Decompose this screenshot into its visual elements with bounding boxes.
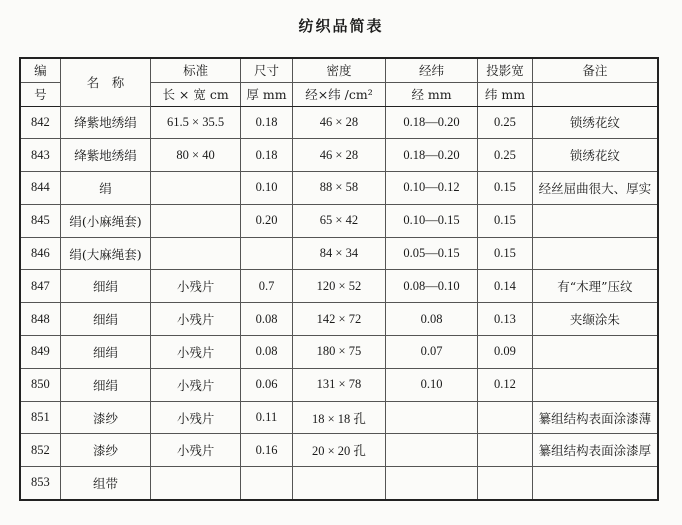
cell-note [532,467,658,500]
cell-density: 65 × 42 [293,204,386,237]
header-name: 名 称 [60,58,151,106]
cell-warp: 0.18—0.20 [385,139,478,172]
header-size: 尺寸 [240,58,292,82]
cell-thickness: 0.20 [240,204,292,237]
cell-weft [478,467,532,500]
cell-name: 绛紫地绣绢 [60,106,151,139]
cell-name: 漆纱 [60,401,151,434]
cell-name: 绢(大麻绳套) [60,237,151,270]
cell-density: 131 × 78 [293,368,386,401]
cell-standard: 小残片 [151,434,241,467]
cell-no: 843 [20,139,60,172]
cell-note [532,336,658,369]
header-standard: 标准 [151,58,241,82]
cell-density: 120 × 52 [293,270,386,303]
cell-warp: 0.08—0.10 [385,270,478,303]
cell-thickness: 0.7 [240,270,292,303]
cell-thickness [240,237,292,270]
cell-warp: 0.18—0.20 [385,106,478,139]
cell-warp: 0.05—0.15 [385,237,478,270]
table-row [20,106,658,139]
subheader-density: 经×纬 /cm² [293,82,386,106]
header-proj-width: 投影宽 [478,58,532,82]
cell-standard: 小残片 [151,401,241,434]
cell-standard: 小残片 [151,368,241,401]
cell-standard: 小残片 [151,270,241,303]
cell-thickness: 0.18 [240,139,292,172]
cell-warp: 0.10—0.15 [385,204,478,237]
cell-name: 绛紫地绣绢 [60,139,151,172]
cell-density: 88 × 58 [293,172,386,205]
cell-density: 46 × 28 [293,106,386,139]
cell-density: 142 × 72 [293,303,386,336]
subheader-standard: 长 × 宽 cm [151,82,241,106]
textile-table [19,57,659,501]
cell-density: 180 × 75 [293,336,386,369]
header-no-bottom: 号 [20,82,60,106]
table-row [20,368,658,401]
cell-warp: 0.07 [385,336,478,369]
cell-weft: 0.14 [478,270,532,303]
cell-weft: 0.15 [478,172,532,205]
header-row-1 [20,58,658,82]
cell-weft: 0.12 [478,368,532,401]
cell-name: 绢 [60,172,151,205]
cell-thickness: 0.10 [240,172,292,205]
table-row [20,434,658,467]
header-density: 密度 [293,58,386,82]
cell-note [532,368,658,401]
cell-weft [478,434,532,467]
cell-note: 锁绣花纹 [532,139,658,172]
cell-note [532,237,658,270]
page-title: 纺织品简表 [298,17,384,35]
cell-density: 20 × 20 孔 [293,434,386,467]
cell-warp: 0.10 [385,368,478,401]
cell-warp [385,467,478,500]
table-row [20,401,658,434]
cell-name: 细绢 [60,336,151,369]
cell-density [293,467,386,500]
cell-weft: 0.25 [478,139,532,172]
cell-no: 844 [20,172,60,205]
cell-density: 18 × 18 孔 [293,401,386,434]
cell-thickness: 0.18 [240,106,292,139]
cell-weft [478,401,532,434]
subheader-size: 厚 mm [240,82,292,106]
cell-name: 漆纱 [60,434,151,467]
cell-standard: 小残片 [151,336,241,369]
table-row [20,204,658,237]
cell-name: 细绢 [60,303,151,336]
table-row [20,172,658,205]
cell-weft: 0.15 [478,237,532,270]
cell-name: 细绢 [60,368,151,401]
cell-warp [385,401,478,434]
cell-standard [151,204,241,237]
cell-warp [385,434,478,467]
cell-no: 851 [20,401,60,434]
cell-warp: 0.08 [385,303,478,336]
cell-thickness: 0.16 [240,434,292,467]
cell-no: 853 [20,467,60,500]
header-no-top: 编 [20,58,60,82]
cell-no: 842 [20,106,60,139]
cell-name: 绢(小麻绳套) [60,204,151,237]
cell-standard [151,237,241,270]
cell-no: 845 [20,204,60,237]
cell-thickness [240,467,292,500]
cell-weft: 0.09 [478,336,532,369]
table-row [20,467,658,500]
cell-density: 46 × 28 [293,139,386,172]
cell-note: 有“木理”压纹 [532,270,658,303]
cell-name: 组带 [60,467,151,500]
cell-thickness: 0.08 [240,303,292,336]
cell-standard [151,172,241,205]
cell-name: 细绢 [60,270,151,303]
cell-note: 锁绣花纹 [532,106,658,139]
cell-weft: 0.25 [478,106,532,139]
cell-no: 848 [20,303,60,336]
cell-no: 846 [20,237,60,270]
cell-weft: 0.15 [478,204,532,237]
cell-note: 夹缬涂朱 [532,303,658,336]
cell-standard: 61.5 × 35.5 [151,106,241,139]
subheader-note [532,82,658,106]
cell-standard: 80 × 40 [151,139,241,172]
cell-thickness: 0.08 [240,336,292,369]
cell-density: 84 × 34 [293,237,386,270]
cell-no: 847 [20,270,60,303]
cell-warp: 0.10—0.12 [385,172,478,205]
cell-standard [151,467,241,500]
cell-standard: 小残片 [151,303,241,336]
cell-note: 经丝屈曲很大、厚实 [532,172,658,205]
cell-no: 849 [20,336,60,369]
cell-note: 纂组结构表面涂漆厚 [532,434,658,467]
cell-weft: 0.13 [478,303,532,336]
header-note: 备注 [532,58,658,82]
table-row [20,237,658,270]
table-row [20,336,658,369]
cell-no: 852 [20,434,60,467]
table-row [20,270,658,303]
table-row [20,303,658,336]
subheader-warp-weft: 经 mm [385,82,478,106]
cell-thickness: 0.06 [240,368,292,401]
cell-note: 纂组结构表面涂漆薄 [532,401,658,434]
cell-note [532,204,658,237]
cell-thickness: 0.11 [240,401,292,434]
subheader-proj-width: 纬 mm [478,82,532,106]
header-warp-weft: 经纬 [385,58,478,82]
cell-no: 850 [20,368,60,401]
table-row [20,139,658,172]
